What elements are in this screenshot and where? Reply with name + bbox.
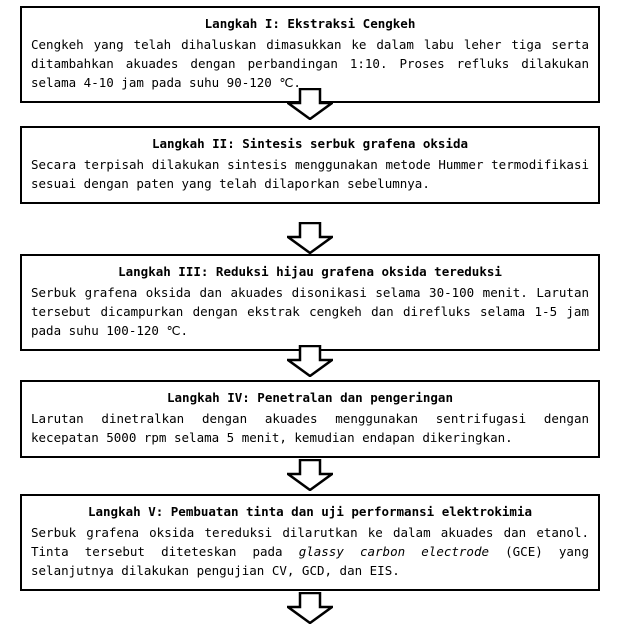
step-4-title: Langkah IV: Penetralan dan pengeringan [167,390,453,405]
step-5-title: Langkah V: Pembuatan tinta dan uji performansi elektrokimia [87,504,532,519]
step-2-title: Langkah II: Sintesis serbuk grafena oksida [151,136,469,151]
arrow-down-icon-5 [287,592,333,624]
arrow-down-icon-1 [287,88,333,120]
step-3-title: Langkah III: Reduksi hijau grafena oksida tereduksi [118,264,502,279]
step-1-title: Langkah I: Ekstraksi Cengkeh [204,16,416,31]
flowchart-step-2 [20,126,600,204]
step-4-body: Larutan dinetralkan dengan akuades menggunakan sentrifugasi dengan kecepatan 5000 rpm selama 5 menit, kemudian endapan dikeringkan. [31,411,589,445]
flowchart-step-3 [20,254,600,351]
step-2-body: Secara terpisah dilakukan sintesis menggunakan metode Hummer termodifikasi sesuai dengan paten yang telah dilaporkan sebelumnya. [31,157,589,191]
step-1-body: Cengkeh yang telah dihaluskan dimasukkan ke dalam labu leher tiga serta ditambahkan akuades dengan perbandingan 1:10. Proses refluks dilakukan selama 4-10 jam pada suhu 90-120 ℃. [31,37,589,90]
arrow-down-icon-3 [287,345,333,377]
flowchart-step-5 [20,494,600,591]
arrow-down-icon-4 [287,459,333,491]
step-3-body: Serbuk grafena oksida dan akuades disonikasi selama 30-100 menit. Larutan tersebut dicampurkan dengan ekstrak cengkeh dan direfluks selama 1-5 jam pada suhu 100-120 ℃. [31,285,589,338]
arrow-down-icon-2 [287,222,333,254]
flowchart-step-4 [20,380,600,458]
step-5-body: Serbuk grafena oksida tereduksi dilarutkan ke dalam akuades dan etanol. Tinta tersebut diteteskan pada glassy carbon electrode (GCE) yang selanjutnya dilakukan pengujian CV, GCD, dan EIS. [31,525,589,578]
